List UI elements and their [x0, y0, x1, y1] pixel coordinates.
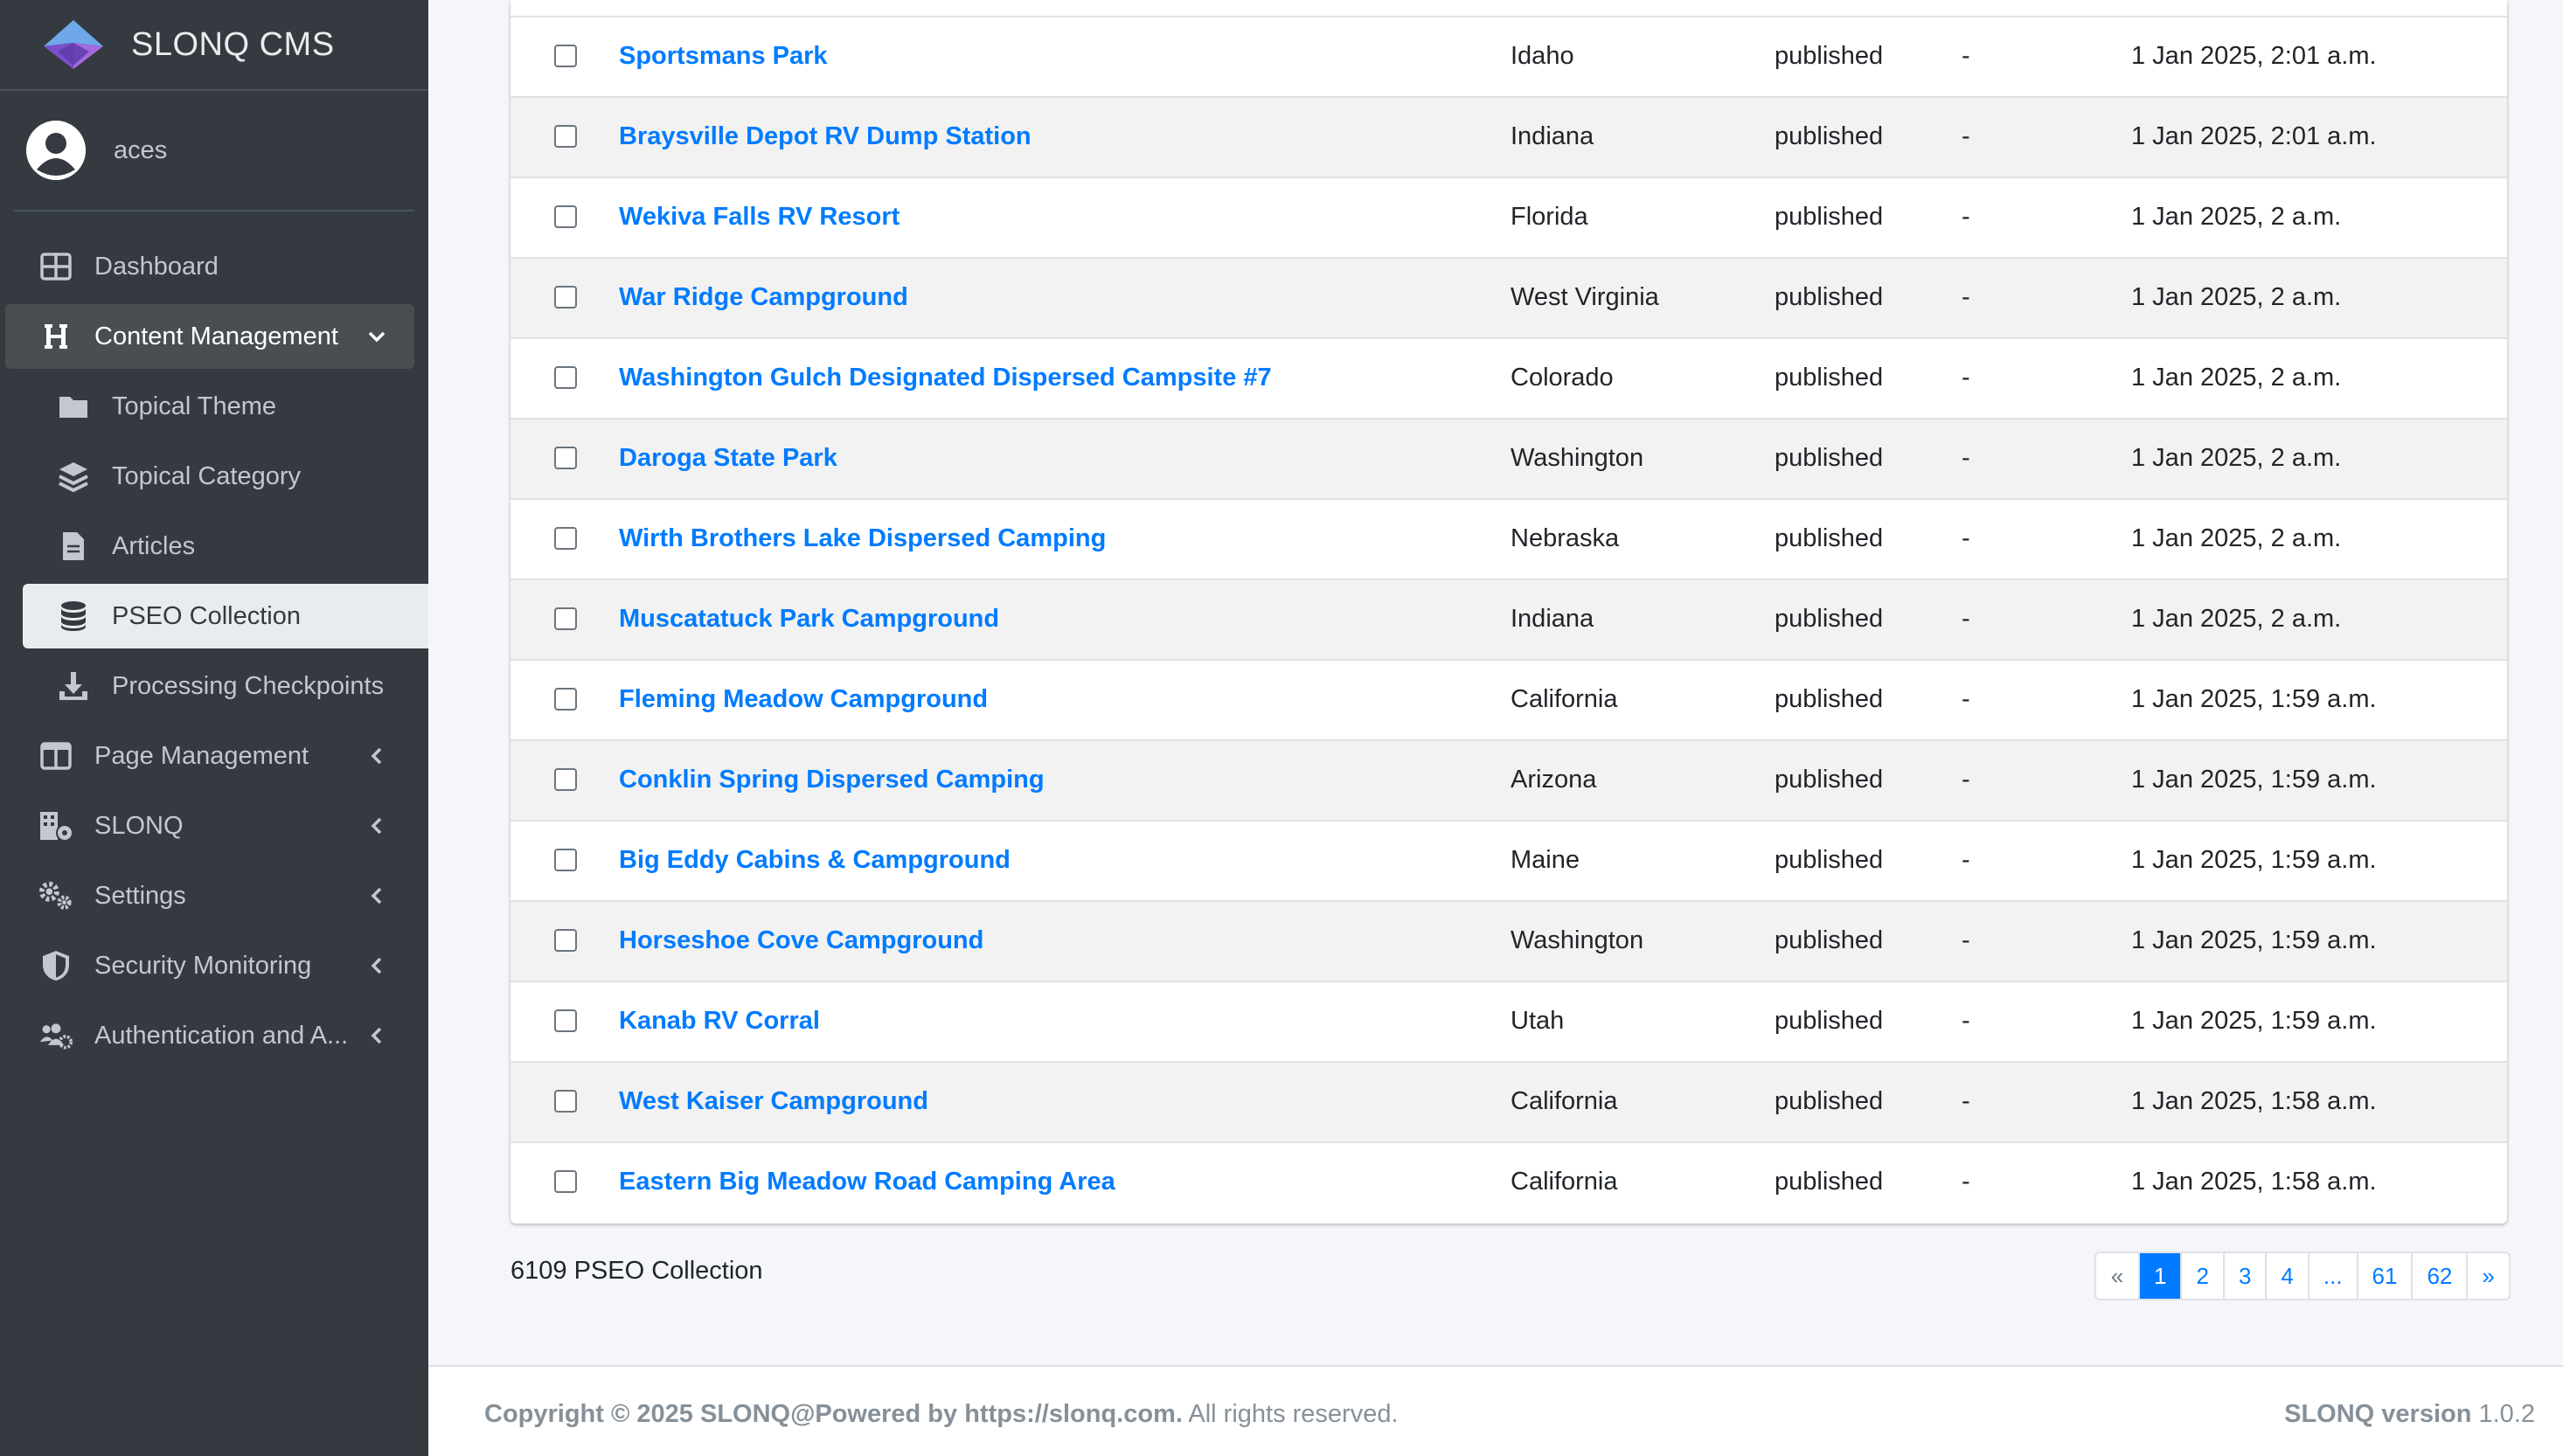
row-status: published: [1775, 1007, 1884, 1035]
row-extra: -: [1962, 203, 1970, 231]
sidebar-subitem-topical-theme[interactable]: [23, 374, 428, 439]
heading-icon: [38, 319, 73, 354]
row-date: 1 Jan 2025, 2 a.m.: [2131, 283, 2342, 311]
row-state: West Virginia: [1511, 283, 1659, 311]
table-row: [511, 579, 2507, 659]
row-checkbox[interactable]: [554, 1090, 577, 1113]
sidebar-subitem-topical-category[interactable]: [23, 444, 428, 509]
table-row: [511, 498, 2507, 579]
row-checkbox[interactable]: [554, 286, 577, 309]
table-row: [511, 257, 2507, 337]
brand-logo: [31, 17, 115, 73]
row-status: published: [1775, 1168, 1884, 1196]
chevron-left-icon: [364, 883, 390, 909]
table-row: [511, 739, 2507, 820]
row-status: published: [1775, 524, 1884, 552]
table-row: [511, 1141, 2507, 1222]
footer-version: [2284, 1400, 2535, 1429]
user-name: aces: [114, 135, 168, 164]
row-title-link[interactable]: Sportsmans Park: [619, 42, 828, 70]
table-row: [511, 418, 2507, 498]
sidebar-item-label: Security Monitoring: [94, 951, 312, 980]
download-icon: [56, 669, 91, 704]
row-state: Arizona: [1511, 766, 1597, 794]
row-state: Washington: [1511, 444, 1644, 472]
sidebar-subitem-label: PSEO Collection: [112, 601, 301, 630]
sidebar-nav: [0, 234, 428, 1073]
sidebar-item-page-management[interactable]: [5, 724, 414, 788]
row-title-link[interactable]: Fleming Meadow Campground: [619, 685, 989, 713]
brand-name: SLONQ CMS: [131, 25, 335, 63]
row-extra: -: [1962, 122, 1970, 150]
page-link[interactable]: »: [2466, 1253, 2508, 1299]
row-date: 1 Jan 2025, 2 a.m.: [2131, 605, 2342, 633]
sidebar: [0, 0, 428, 1456]
row-status: published: [1775, 766, 1884, 794]
row-extra: -: [1962, 605, 1970, 633]
sidebar-subitem-label: Articles: [112, 531, 196, 560]
row-title-link[interactable]: Wirth Brothers Lake Dispersed Camping: [619, 524, 1107, 552]
row-status: published: [1775, 42, 1884, 70]
row-state: California: [1511, 685, 1618, 713]
users-icon: [38, 1018, 73, 1053]
page-link[interactable]: 2: [2180, 1253, 2222, 1299]
sidebar-item-slonq[interactable]: [5, 794, 414, 858]
chevron-left-icon: [364, 813, 390, 839]
table-row: [511, 820, 2507, 900]
sidebar-subitem-articles[interactable]: [23, 514, 428, 579]
chevron-down-icon: [364, 323, 390, 350]
row-state: Idaho: [1511, 42, 1574, 70]
dashboard-icon: [38, 249, 73, 284]
row-date: 1 Jan 2025, 1:59 a.m.: [2131, 766, 2377, 794]
row-date: 1 Jan 2025, 2:01 a.m.: [2131, 42, 2377, 70]
version-label: SLONQ version: [2284, 1400, 2472, 1428]
row-title-link[interactable]: Horseshoe Cove Campground: [619, 926, 984, 954]
copyright-text[interactable]: Copyright © 2025 SLONQ@Powered by https://slonq.com.: [484, 1400, 1183, 1428]
row-title-link[interactable]: Kanab RV Corral: [619, 1007, 820, 1035]
sidebar-item-dashboard[interactable]: [5, 234, 414, 299]
brand[interactable]: [0, 0, 428, 91]
chevron-left-icon: [364, 1023, 390, 1049]
version-number: 1.0.2: [2471, 1400, 2535, 1428]
row-checkbox[interactable]: [554, 125, 577, 148]
row-status: published: [1775, 846, 1884, 874]
row-title-link[interactable]: Big Eddy Cabins & Campground: [619, 846, 1011, 874]
row-status: published: [1775, 685, 1884, 713]
row-date: 1 Jan 2025, 1:59 a.m.: [2131, 685, 2377, 713]
sidebar-subitem-pseo-collection[interactable]: [23, 584, 428, 648]
main-content: [428, 0, 2563, 1456]
row-state: Indiana: [1511, 122, 1594, 150]
page-link[interactable]: 4: [2265, 1253, 2307, 1299]
row-date: 1 Jan 2025, 2:01 a.m.: [2131, 122, 2377, 150]
row-extra: -: [1962, 444, 1970, 472]
row-title-link[interactable]: West Kaiser Campground: [619, 1087, 928, 1115]
row-title-link[interactable]: Daroga State Park: [619, 444, 837, 472]
chevron-left-icon: [364, 743, 390, 769]
page-link[interactable]: 61: [2357, 1253, 2412, 1299]
sidebar-subitem-label: Topical Category: [112, 461, 301, 490]
table-row: [511, 1061, 2507, 1141]
page-link[interactable]: 1: [2138, 1253, 2180, 1299]
sidebar-item-authentication[interactable]: [5, 1003, 414, 1068]
avatar: [26, 121, 86, 180]
row-extra: -: [1962, 685, 1970, 713]
row-title-link[interactable]: Braysville Depot RV Dump Station: [619, 122, 1031, 150]
table-row: [511, 96, 2507, 177]
table-row: [511, 16, 2507, 96]
sidebar-subitem-label: Processing Checkpoints: [112, 671, 385, 700]
row-date: 1 Jan 2025, 1:59 a.m.: [2131, 1007, 2377, 1035]
row-checkbox[interactable]: [554, 688, 577, 711]
row-title-link[interactable]: Eastern Big Meadow Road Camping Area: [619, 1168, 1115, 1196]
row-state: Nebraska: [1511, 524, 1620, 552]
row-extra: -: [1962, 364, 1970, 392]
row-date: 1 Jan 2025, 1:58 a.m.: [2131, 1087, 2377, 1115]
row-date: 1 Jan 2025, 1:58 a.m.: [2131, 1168, 2377, 1196]
row-checkbox[interactable]: [554, 447, 577, 469]
row-title-link[interactable]: Muscatatuck Park Campground: [619, 605, 1000, 633]
row-status: published: [1775, 122, 1884, 150]
sidebar-subitem-processing-checkpoints[interactable]: [23, 654, 428, 718]
row-state: California: [1511, 1168, 1618, 1196]
row-checkbox[interactable]: [554, 1170, 577, 1193]
row-extra: -: [1962, 846, 1970, 874]
sidebar-item-label: Authentication and A...: [94, 1021, 349, 1050]
record-count: 6109 PSEO Collection: [511, 1257, 763, 1285]
row-extra: -: [1962, 1168, 1970, 1196]
page-link[interactable]: 3: [2223, 1253, 2265, 1299]
shield-icon: [38, 948, 73, 983]
row-status: published: [1775, 926, 1884, 954]
page-link[interactable]: ...: [2308, 1253, 2357, 1299]
row-status: published: [1775, 203, 1884, 231]
page-link[interactable]: 62: [2411, 1253, 2466, 1299]
row-checkbox[interactable]: [554, 45, 577, 67]
user-panel[interactable]: [14, 91, 414, 211]
row-title-link[interactable]: War Ridge Campground: [619, 283, 908, 311]
row-checkbox[interactable]: [554, 205, 577, 228]
row-date: 1 Jan 2025, 2 a.m.: [2131, 524, 2342, 552]
row-date: 1 Jan 2025, 2 a.m.: [2131, 444, 2342, 472]
row-date: 1 Jan 2025, 1:59 a.m.: [2131, 926, 2377, 954]
row-checkbox[interactable]: [554, 1009, 577, 1032]
row-title-link[interactable]: Wekiva Falls RV Resort: [619, 203, 900, 231]
database-icon: [56, 599, 91, 634]
row-checkbox[interactable]: [554, 527, 577, 550]
table-row: [511, 659, 2507, 739]
row-state: Washington: [1511, 926, 1644, 954]
row-date: 1 Jan 2025, 2 a.m.: [2131, 203, 2342, 231]
row-extra: -: [1962, 524, 1970, 552]
row-date: 1 Jan 2025, 2 a.m.: [2131, 364, 2342, 392]
row-extra: -: [1962, 1087, 1970, 1115]
sidebar-item-label: Page Management: [94, 741, 309, 770]
row-extra: -: [1962, 926, 1970, 954]
row-title-link[interactable]: Washington Gulch Designated Dispersed Campsite #7: [619, 364, 1272, 392]
sidebar-item-label: Content Management: [94, 322, 338, 350]
table-row: [511, 337, 2507, 418]
sidebar-item-label: Settings: [94, 881, 186, 910]
row-extra: -: [1962, 1007, 1970, 1035]
pagination: [2094, 1251, 2511, 1300]
row-status: published: [1775, 444, 1884, 472]
row-status: published: [1775, 364, 1884, 392]
row-state: Indiana: [1511, 605, 1594, 633]
row-state: Maine: [1511, 846, 1580, 874]
row-state: Colorado: [1511, 364, 1614, 392]
table-row: [511, 981, 2507, 1061]
table-row: [511, 177, 2507, 257]
page-link[interactable]: «: [2110, 1263, 2124, 1289]
rights-text: All rights reserved.: [1182, 1400, 1399, 1428]
row-state: Utah: [1511, 1007, 1565, 1035]
layers-icon: [56, 459, 91, 494]
columns-icon: [38, 738, 73, 773]
row-extra: -: [1962, 766, 1970, 794]
row-state: Florida: [1511, 203, 1588, 231]
building-icon: [38, 808, 73, 843]
sidebar-item-security-monitoring[interactable]: [5, 933, 414, 998]
row-status: published: [1775, 1087, 1884, 1115]
sidebar-item-label: SLONQ: [94, 811, 184, 840]
row-status: published: [1775, 283, 1884, 311]
row-checkbox[interactable]: [554, 366, 577, 389]
row-title-link[interactable]: Conklin Spring Dispersed Camping: [619, 766, 1045, 794]
sidebar-item-settings[interactable]: [5, 863, 414, 928]
sidebar-item-content-management[interactable]: [5, 304, 414, 369]
chevron-left-icon: [364, 953, 390, 979]
sidebar-item-label: Dashboard: [94, 252, 219, 281]
row-checkbox[interactable]: [554, 768, 577, 791]
gears-icon: [38, 878, 73, 913]
pseo-table: [511, 0, 2507, 1224]
row-extra: -: [1962, 42, 1970, 70]
row-extra: -: [1962, 283, 1970, 311]
row-checkbox[interactable]: [554, 849, 577, 871]
sidebar-subitem-label: Topical Theme: [112, 392, 277, 420]
row-status: published: [1775, 605, 1884, 633]
row-state: California: [1511, 1087, 1618, 1115]
row-checkbox[interactable]: [554, 607, 577, 630]
footer: [428, 1365, 2563, 1456]
row-date: 1 Jan 2025, 1:59 a.m.: [2131, 846, 2377, 874]
folder-icon: [56, 389, 91, 424]
footer-copyright: [484, 1400, 1399, 1429]
file-icon: [56, 529, 91, 564]
table-row: [511, 900, 2507, 981]
row-checkbox[interactable]: [554, 929, 577, 952]
